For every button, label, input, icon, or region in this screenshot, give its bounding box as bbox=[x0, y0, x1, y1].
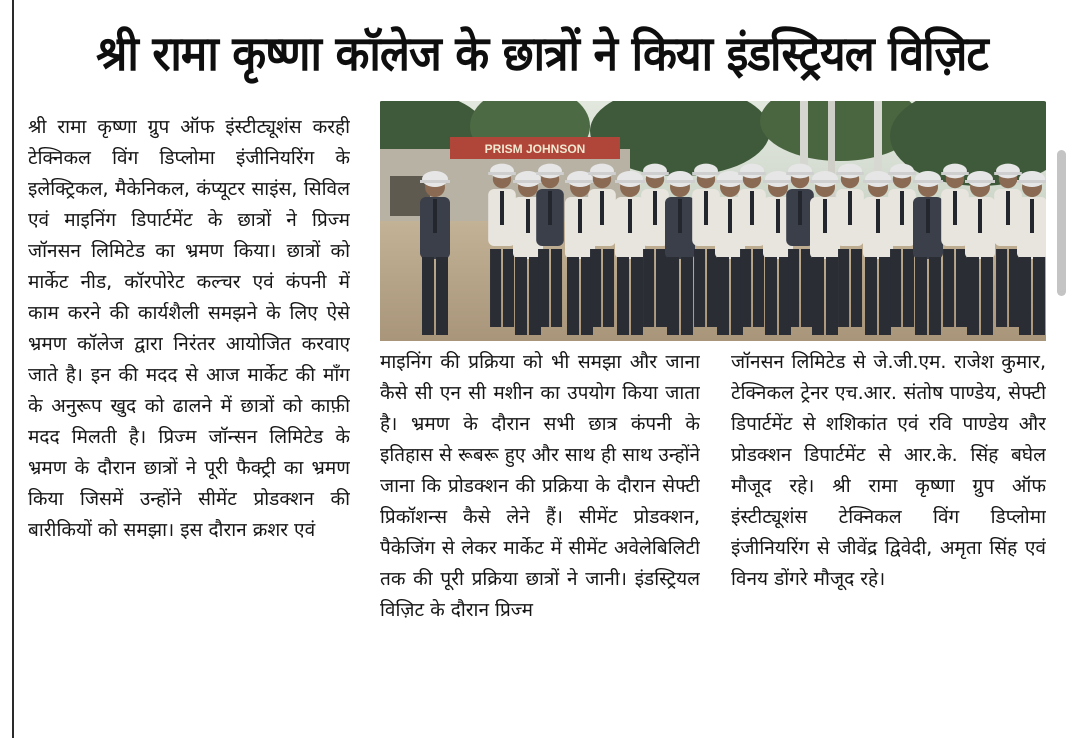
article-column-2: माइनिंग की प्रक्रिया को भी समझा और जाना कैसे सी एन सी मशीन का उपयोग किया जाता है। भ्रमण के दौरान सभी छात्र कंपनी के इतिहास से रूबरू हुए और साथ ही साथ उन्होंने जाना कि प्रोडक्शन की प्रक्रिया के दौरान सेफ्टी प्रिकॉशन्स कैसे लेने हैं। सीमेंट प्रोडक्शन, पैकेजिंग से लेकर मार्केट में सीमेंट अवेलेबिलिटी तक की पूरी प्रक्रिया छात्रों ने जानी। इंडस्ट्रियल विज़िट के दौरान प्रिज्म bbox=[380, 351, 700, 621]
article-column-1: श्री रामा कृष्णा ग्रुप ऑफ इंस्टीट्यूशंस करही टेक्निकल विंग डिप्लोमा इंजीनियरिंग के इलेक्ट्रिकल, मैकेनिकल, कंप्यूटर साइंस, सिविल एवं माइनिंग डिपार्टमेंट के छात्रों ने प्रिज्म जॉनसन लिमिटेड का भ्रमण किया। छात्रों को मार्केट नीड, कॉरपोरेट कल्चर एवं कंपनी में काम करने की कार्यशैली समझने के लिए ऐसे भ्रमण कॉलेज द्वारा निरंतर आयोजित करवाए जाते है। इन की मदद से आज मार्केट की माँग के अनुरूप खुद को ढालने में छात्रों को काफ़ी मदद मिलती है। प्रिज्म जॉन्सन लिमिटेड के भ्रमण के दौरान छात्रों ने पूरी फैक्ट्री का भ्रमण किया जिसमें उन्होंने सीमेंट प्रोडक्शन की बारीकियों को समझा। इस दौरान क्रशर एवं bbox=[28, 116, 350, 541]
vertical-scrollbar-thumb[interactable] bbox=[1057, 150, 1066, 296]
photo-sign-text: PRISM JOHNSON bbox=[484, 142, 586, 156]
student-group-photo bbox=[380, 101, 1046, 341]
article-column-3: जॉनसन लिमिटेड से जे.जी.एम. राजेश कुमार, टेक्निकल ट्रेनर एच.आर. संतोष पाण्डेय, सेफ्टी डिपार्टमेंट से शशिकांत एवं रवि पाण्डेय और प्रोडक्शन डिपार्टमेंट से आर.के. सिंह बघेल मौजूद रहे। श्री रामा कृष्णा ग्रुप ऑफ इंस्टीट्यूशंस टेक्निकल विंग डिप्लोमा इंजीनियरिंग से जीवेंद्र द्विवेदी, अमृता सिंह एवं विनय डोंगरे मौजूद रहे। bbox=[731, 351, 1046, 590]
headline: श्री रामा कृष्णा कॉलेज के छात्रों ने किया इंडस्ट्रियल विज़िट bbox=[96, 25, 988, 82]
article-photo bbox=[380, 101, 1046, 341]
page-left-rule bbox=[12, 0, 14, 738]
